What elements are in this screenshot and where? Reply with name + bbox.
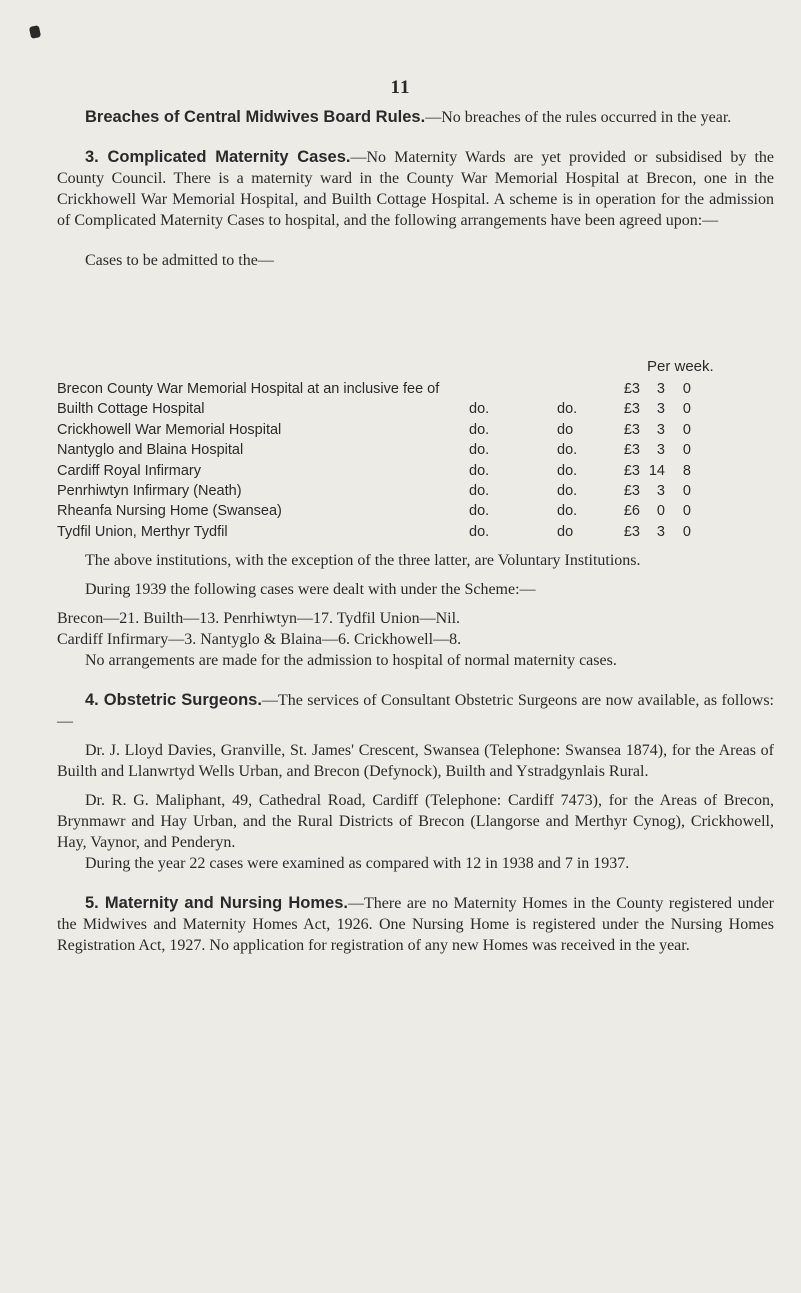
table-row	[57, 483, 777, 503]
table-row	[57, 503, 777, 523]
ditto-1: do.	[469, 523, 490, 540]
ditto-1: do.	[469, 503, 490, 520]
lower-text	[57, 550, 774, 956]
ditto-2: do.	[557, 503, 578, 520]
pounds: £3	[623, 421, 640, 438]
complicated-text: —No Maternity Wards are yet provided or subsidised by the County Council. There is a maternity ward in the County War Memorial Hospital at Brecon, one in the Crickhowell War Memorial Hospital, and Builth Cottage Hospital. A scheme is in operation for the admission of Complicated Maternity Cases to hospital, and the following arrangements have been agreed upon:—	[57, 149, 774, 229]
page-number: 11	[390, 77, 411, 98]
ditto-2: do.	[557, 482, 578, 499]
cases-line-2: Cardiff Infirmary—3. Nantyglo & Blaina—6. Crickhowell—8.	[57, 631, 462, 648]
shillings: 3	[656, 482, 665, 499]
ditto-1: do.	[469, 421, 490, 438]
obstetric-heading: 4. Obstetric Surgeons.	[85, 691, 262, 709]
maliphant-paragraph: Dr. R. G. Maliphant, 49, Cathedral Road, Cardiff (Telephone: Cardiff 7473), for the Areas of Brecon, Brynmawr and Hay Urban, and the Rural Districts of Brecon (Llangorse and Merthyr Cynog), Crickhowell, Hay, Vaynor, and Penderyn.	[57, 792, 774, 851]
institution-name: Rheanfa Nursing Home (Swansea)	[57, 503, 282, 520]
during-1939-paragraph: During 1939 the following cases were dealt with under the Scheme:—	[85, 581, 536, 598]
ditto-2: do.	[557, 462, 578, 479]
shillings: 3	[656, 523, 665, 540]
obstetric-text: —The services of Consultant Obstetric Surgeons are now available, as follows:—	[57, 692, 775, 730]
ditto-2: do.	[557, 442, 578, 459]
ditto-2: do	[557, 421, 574, 438]
pounds: £6	[623, 503, 640, 520]
institution-name: Cardiff Royal Infirmary	[57, 462, 201, 479]
shillings: 3	[656, 401, 665, 418]
table-intro: Cases to be admitted to the—	[85, 252, 274, 269]
pence: 0	[682, 482, 691, 499]
normal-cases-paragraph: No arrangements are made for the admission to hospital of normal maternity cases.	[85, 652, 617, 669]
pence: 0	[682, 421, 691, 438]
ditto-1: do.	[469, 442, 490, 459]
table-row	[57, 401, 777, 421]
davies-paragraph: Dr. J. Lloyd Davies, Granville, St. James' Crescent, Swansea (Telephone: Swansea 1874), for the Areas of Builth and Llanwrtyd Wells Urban, and Brecon (Defynock), Builth and Ystradgynlais Rural.	[57, 742, 774, 780]
institution-name: Tydfil Union, Merthyr Tydfil	[57, 523, 228, 540]
row-text: Brecon County War Memorial Hospital at an inclusive fee of	[57, 381, 440, 397]
breaches-heading: Breaches of Central Midwives Board Rules.	[85, 108, 426, 126]
shillings: 3	[656, 442, 665, 459]
table-row	[57, 422, 777, 442]
table-row	[57, 463, 777, 483]
breaches-paragraph	[57, 107, 774, 128]
ditto-1: do.	[469, 462, 490, 479]
complicated-paragraph	[57, 147, 774, 231]
per-week-label: Per week.	[647, 358, 714, 375]
pounds: £3	[623, 462, 640, 479]
ditto-1: do.	[469, 482, 490, 499]
ditto-1: do.	[469, 401, 490, 418]
pounds: £3	[623, 523, 640, 540]
table-row	[57, 524, 777, 544]
ditto-2: do	[557, 523, 574, 540]
homes-heading: 5. Maternity and Nursing Homes.	[85, 894, 348, 912]
shillings: 14	[648, 462, 665, 479]
pence: 0	[682, 523, 691, 540]
pounds: £3	[623, 381, 640, 397]
fee-table	[57, 381, 777, 544]
homes-text: —There are no Maternity Homes in the County registered under the Midwives and Maternity Homes Act, 1926. One Nursing Home is registered under the Nursing Homes Registration Act, 1927. No application for registration of any new Homes was received in the year.	[57, 895, 775, 954]
pounds: £3	[623, 442, 640, 459]
institution-name: Penrhiwtyn Infirmary (Neath)	[57, 482, 242, 499]
upper-text	[57, 107, 774, 271]
institution-name: Nantyglo and Blaina Hospital	[57, 442, 244, 459]
homes-paragraph	[57, 893, 774, 956]
shillings: 0	[656, 503, 665, 520]
complicated-heading: 3. Complicated Maternity Cases.	[85, 148, 351, 166]
pence: 0	[682, 401, 691, 418]
pence: 0	[682, 381, 691, 397]
pounds: £3	[623, 482, 640, 499]
breaches-text: —No breaches of the rules occurred in the year.	[425, 109, 732, 126]
ditto-2: do.	[557, 401, 578, 418]
institution-name: Crickhowell War Memorial Hospital	[57, 421, 282, 438]
institution-name: Builth Cottage Hospital	[57, 401, 205, 418]
shillings: 3	[656, 421, 665, 438]
pounds: £3	[623, 401, 640, 418]
obstetric-paragraph	[57, 690, 774, 732]
pence: 8	[682, 462, 691, 479]
table-row	[57, 442, 777, 462]
table-row	[57, 381, 777, 401]
examined-cases-paragraph: During the year 22 cases were examined as compared with 12 in 1938 and 7 in 1937.	[85, 855, 630, 872]
cases-line-1: Brecon—21. Builth—13. Penrhiwtyn—17. Tydfil Union—Nil.	[57, 610, 461, 627]
shillings: 3	[656, 381, 665, 397]
pence: 0	[682, 503, 691, 520]
ink-blot	[29, 25, 41, 39]
voluntary-paragraph: The above institutions, with the exception of the three latter, are Voluntary Institutions.	[85, 552, 641, 569]
pence: 0	[682, 442, 691, 459]
